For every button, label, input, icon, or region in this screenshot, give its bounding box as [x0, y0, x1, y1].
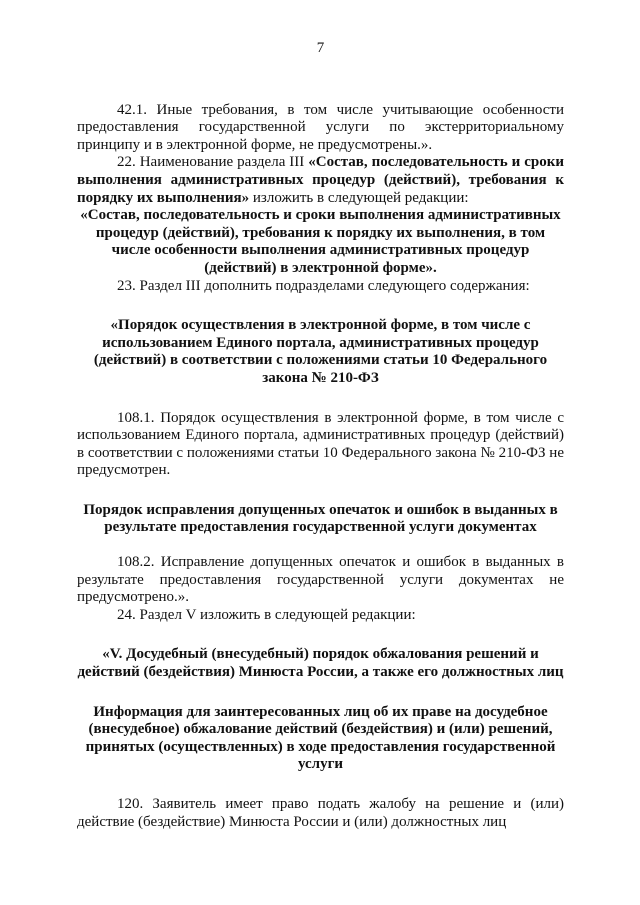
paragraph-108-1: 108.1. Порядок осуществления в электронной форме, в том числе с использованием Единого портала, административных процедур (действий) в соответствии с положениями статьи 10 Федерального закона № 210-ФЗ не предусмотрен.	[77, 409, 564, 479]
heading-appeal-information: Информация для заинтересованных лиц об их праве на досудебное (внесудебное) обжалование действий (бездействия) и (или) решений, принятых (осуществленных) в ходе предоставления государственной услуги	[85, 703, 556, 773]
heading-error-correction: Порядок исправления допущенных опечаток и ошибок в выданных в результате предоставления государственной услуги документах	[83, 501, 558, 536]
paragraph-22-bold-title: «Состав, последовательность и сроки выполнения административных процедур (действий), требования к порядку их выполнения»	[77, 154, 564, 206]
paragraph-23: 23. Раздел III дополнить подразделами следующего содержания:	[117, 277, 530, 294]
section-5-title: «V. Досудебный (внесудебный) порядок обжалования решений и действий (бездействия) Минюста России, а также его должностных лиц	[77, 646, 564, 681]
paragraph-22	[77, 154, 564, 207]
heading-electronic-procedures: «Порядок осуществления в электронной форме, в том числе с использованием Единого портала, административных процедур (действий) в соответствии с положениями статьи 10 Федерального закона № 210-ФЗ	[93, 317, 548, 386]
section-3-title: «Состав, последовательность и сроки выполнения административных процедур (действий), требования к порядку их выполнения, в том числе особенности выполнения административных процедур (действий) в электронной форме».	[80, 207, 561, 276]
paragraph-108-2: 108.2. Исправление допущенных опечаток и ошибок в выданных в результате предоставления государственной услуги документах не предусмотрено.».	[77, 554, 564, 606]
paragraph-22-suffix: изложить в следующей редакции:	[249, 189, 469, 206]
document-page	[77, 40, 564, 831]
page-number: 7	[316, 40, 325, 56]
paragraph-24: 24. Раздел V изложить в следующей редакции:	[117, 606, 416, 623]
paragraph-120: 120. Заявитель имеет право подать жалобу на решение и (или) действие (бездействие) Минюста России и (или) должностных лиц	[77, 796, 564, 830]
paragraph-22-prefix: 22. Наименование раздела III	[117, 154, 309, 171]
paragraph-42-1: 42.1. Иные требования, в том числе учитывающие особенности предоставления государственной услуги по экстерриториальному принципу и в электронной форме, не предусмотрены.».	[77, 101, 564, 153]
